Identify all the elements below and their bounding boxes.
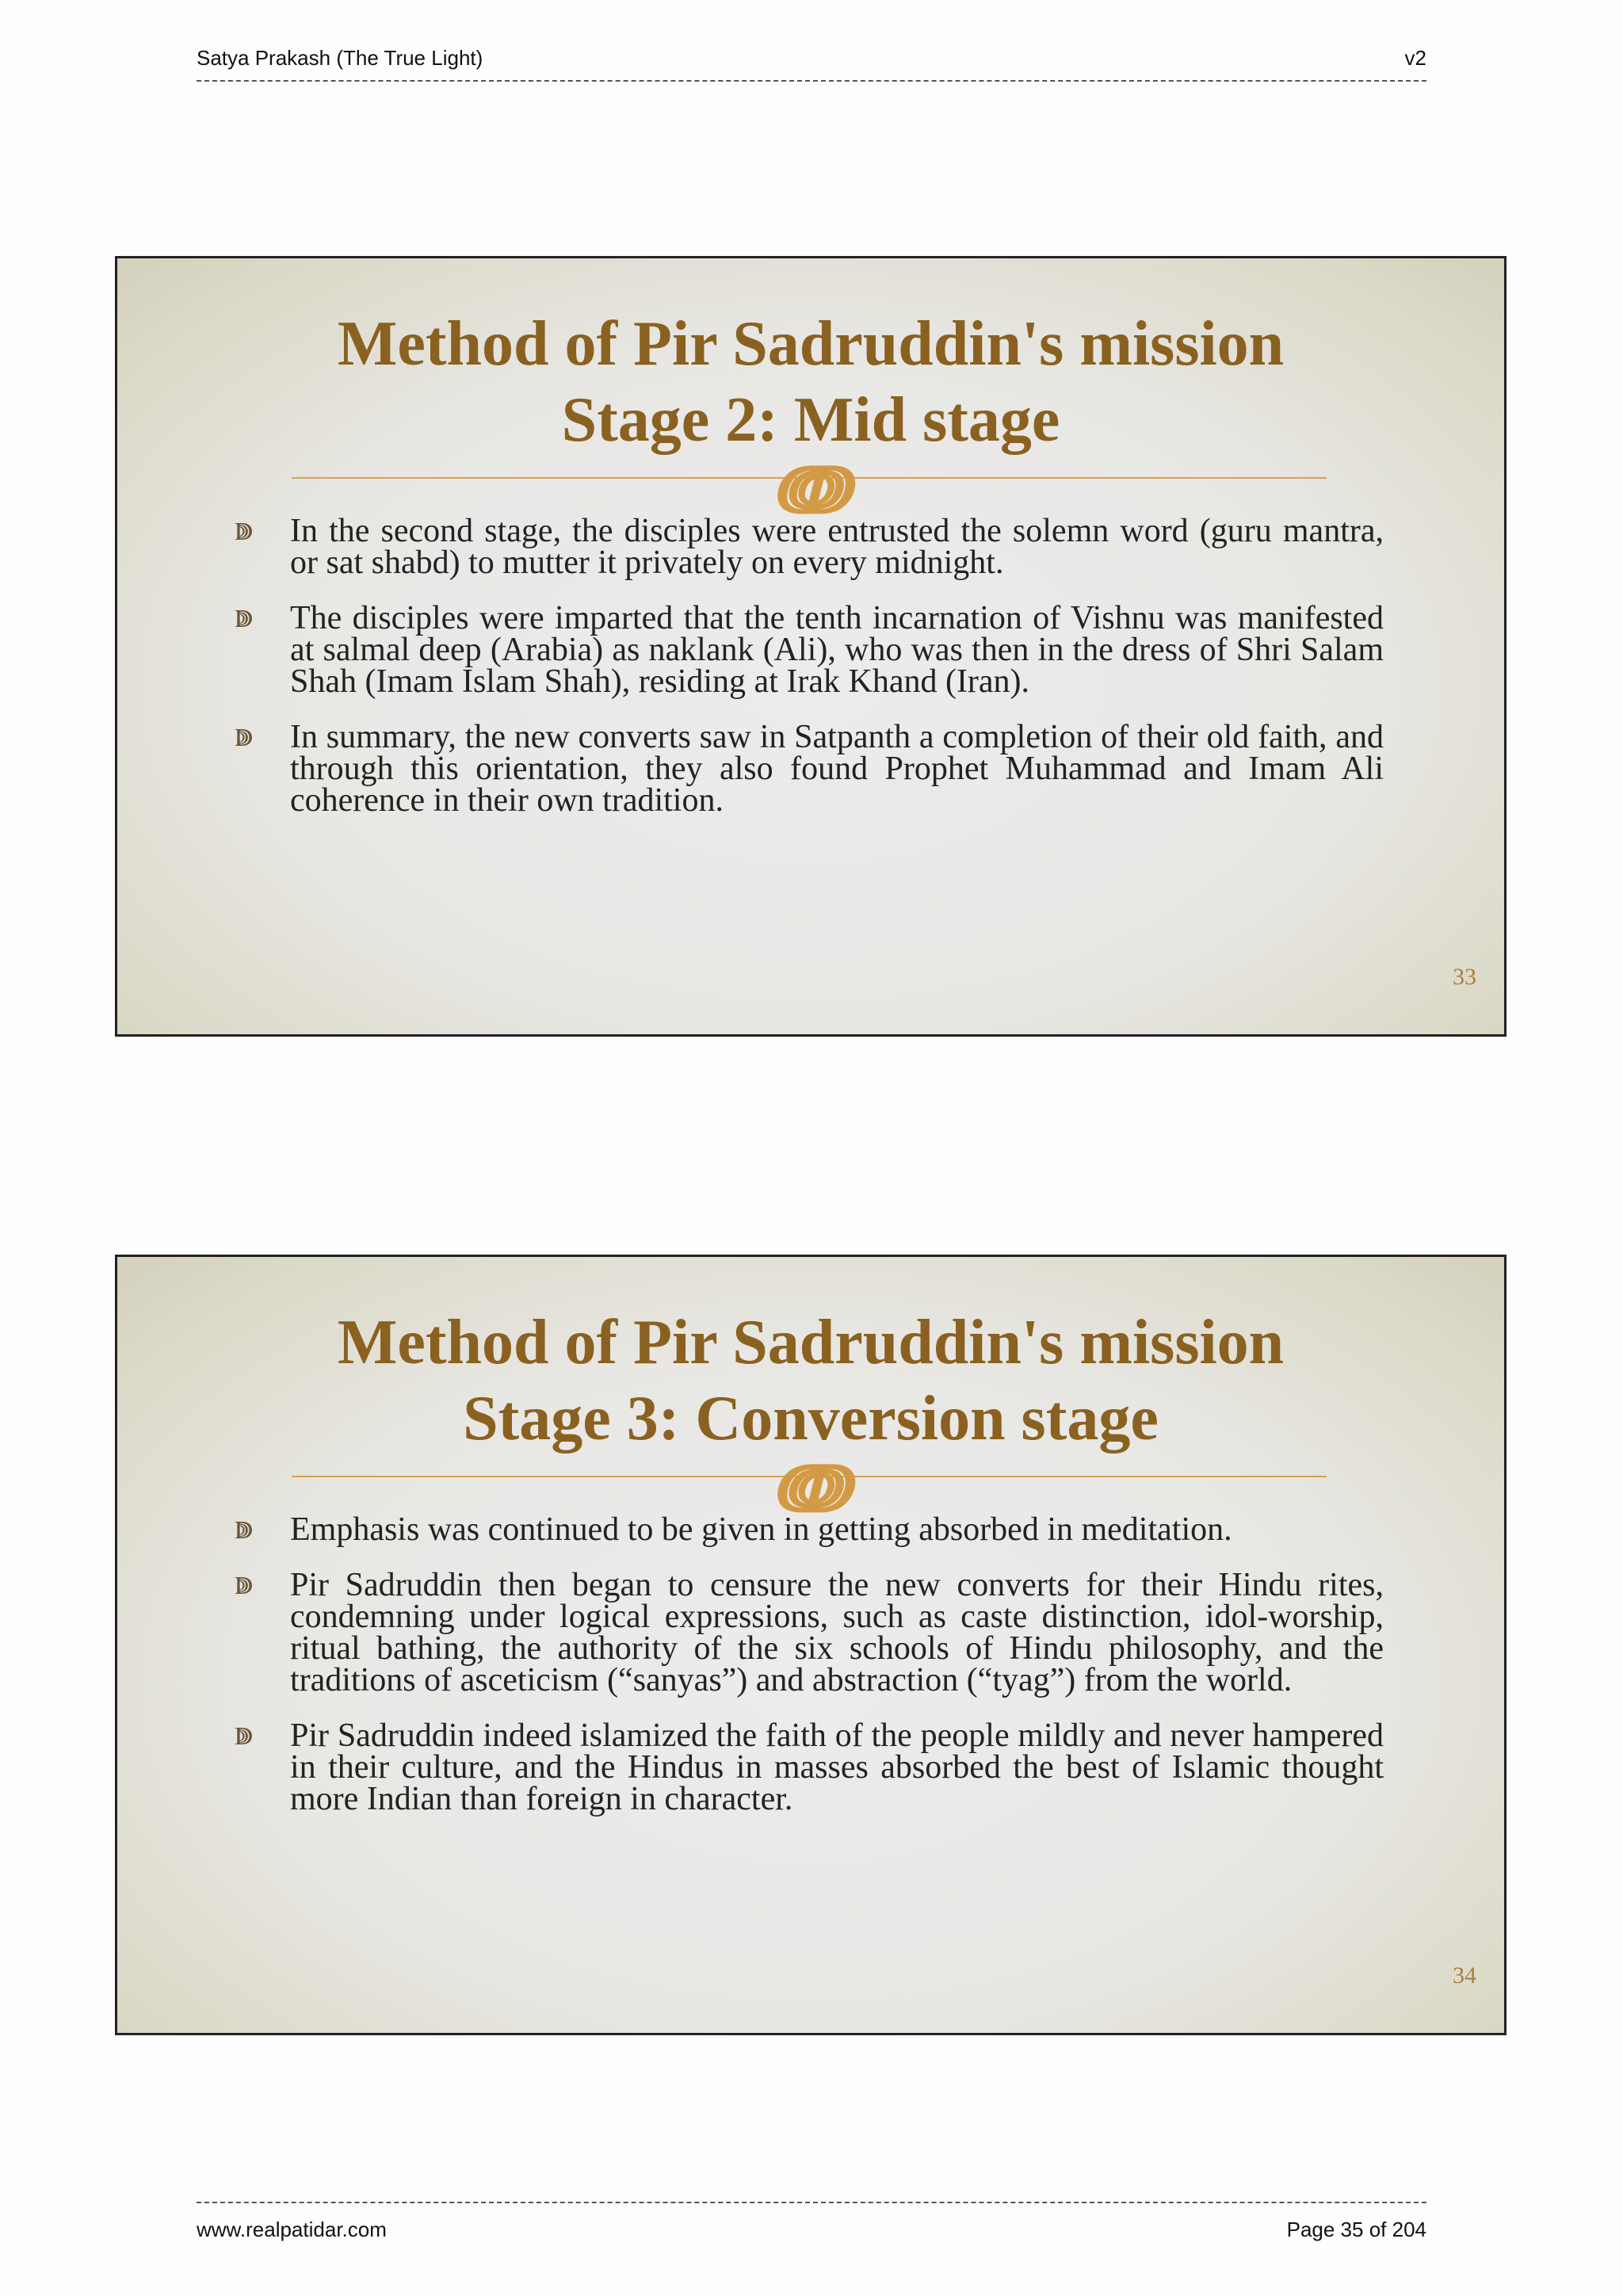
ornament-icon: ↈ xyxy=(772,447,850,529)
bullet-text: Emphasis was continued to be given in getting absorbed in meditation. xyxy=(290,1511,1232,1548)
bullet-text: The disciples were imparted that the tenth incarnation of Vishnu was manifested at salmal deep (Arabia) as naklank (Ali), who was then in the dress of Shri Salam Shah (Imam Islam Shah), residing at Irak Khand (Iran). xyxy=(290,600,1384,700)
slide-34 xyxy=(115,1255,1507,2035)
list-item xyxy=(235,515,1384,579)
document-title: Satya Prakash (The True Light) xyxy=(197,46,483,70)
list-item xyxy=(235,1569,1384,1696)
header-divider xyxy=(197,80,1426,82)
page-footer xyxy=(197,2202,1426,2242)
slide-33 xyxy=(115,256,1507,1037)
bullet-icon: ↇ xyxy=(235,722,254,752)
list-item xyxy=(235,1511,1384,1548)
bullet-icon: ↇ xyxy=(235,516,254,546)
bullet-text: In the second stage, the disciples were entrusted the solemn word (guru mantra, or sat shabd) to mutter it privately on every midnight. xyxy=(290,513,1384,581)
website-link[interactable]: www.realpatidar.com xyxy=(197,2218,387,2241)
bullet-icon: ↇ xyxy=(235,1721,254,1751)
bullet-list xyxy=(235,515,1384,840)
slide-title xyxy=(117,1305,1504,1457)
list-item xyxy=(235,600,1384,700)
slide-number: 34 xyxy=(1453,1962,1476,1988)
footer-divider xyxy=(197,2202,1426,2203)
title-line-1: Method of Pir Sadruddin's mission xyxy=(337,1308,1285,1377)
bullet-icon: ↇ xyxy=(235,1515,254,1545)
bullet-icon: ↇ xyxy=(235,1570,254,1600)
title-line-1: Method of Pir Sadruddin's mission xyxy=(337,309,1285,379)
title-line-2: Stage 2: Mid stage xyxy=(561,385,1060,455)
bullet-text: In summary, the new converts saw in Satpanth a completion of their old faith, and through this orientation, they also found Prophet Muhammad and Imam Ali coherence in their own tradition. xyxy=(290,719,1384,819)
title-line-2: Stage 3: Conversion stage xyxy=(463,1384,1159,1454)
list-item xyxy=(235,719,1384,819)
bullet-icon: ↇ xyxy=(235,603,254,633)
version-label: v2 xyxy=(1404,46,1426,70)
bullet-list xyxy=(235,1511,1384,1839)
bullet-text: Pir Sadruddin then began to censure the new converts for their Hindu rites, condemning under logical expressions, such as caste distinction, idol-worship, ritual bathing, the authority of the six schools of Hindu philosophy, and the traditions of asceticism (“sanyas”) and abstraction (“tyag”) from the world. xyxy=(290,1567,1384,1698)
slide-title xyxy=(117,306,1504,458)
page-number: Page 35 of 204 xyxy=(1286,2218,1426,2241)
list-item xyxy=(235,1717,1384,1817)
slide-number: 33 xyxy=(1453,964,1476,990)
bullet-text: Pir Sadruddin indeed islamized the faith of the people mildly and never hampered in their culture, and the Hindus in masses absorbed the best of Islamic thought more Indian than foreign in character. xyxy=(290,1717,1384,1817)
page-header xyxy=(197,46,1426,82)
ornament-icon: ↈ xyxy=(772,1446,850,1528)
